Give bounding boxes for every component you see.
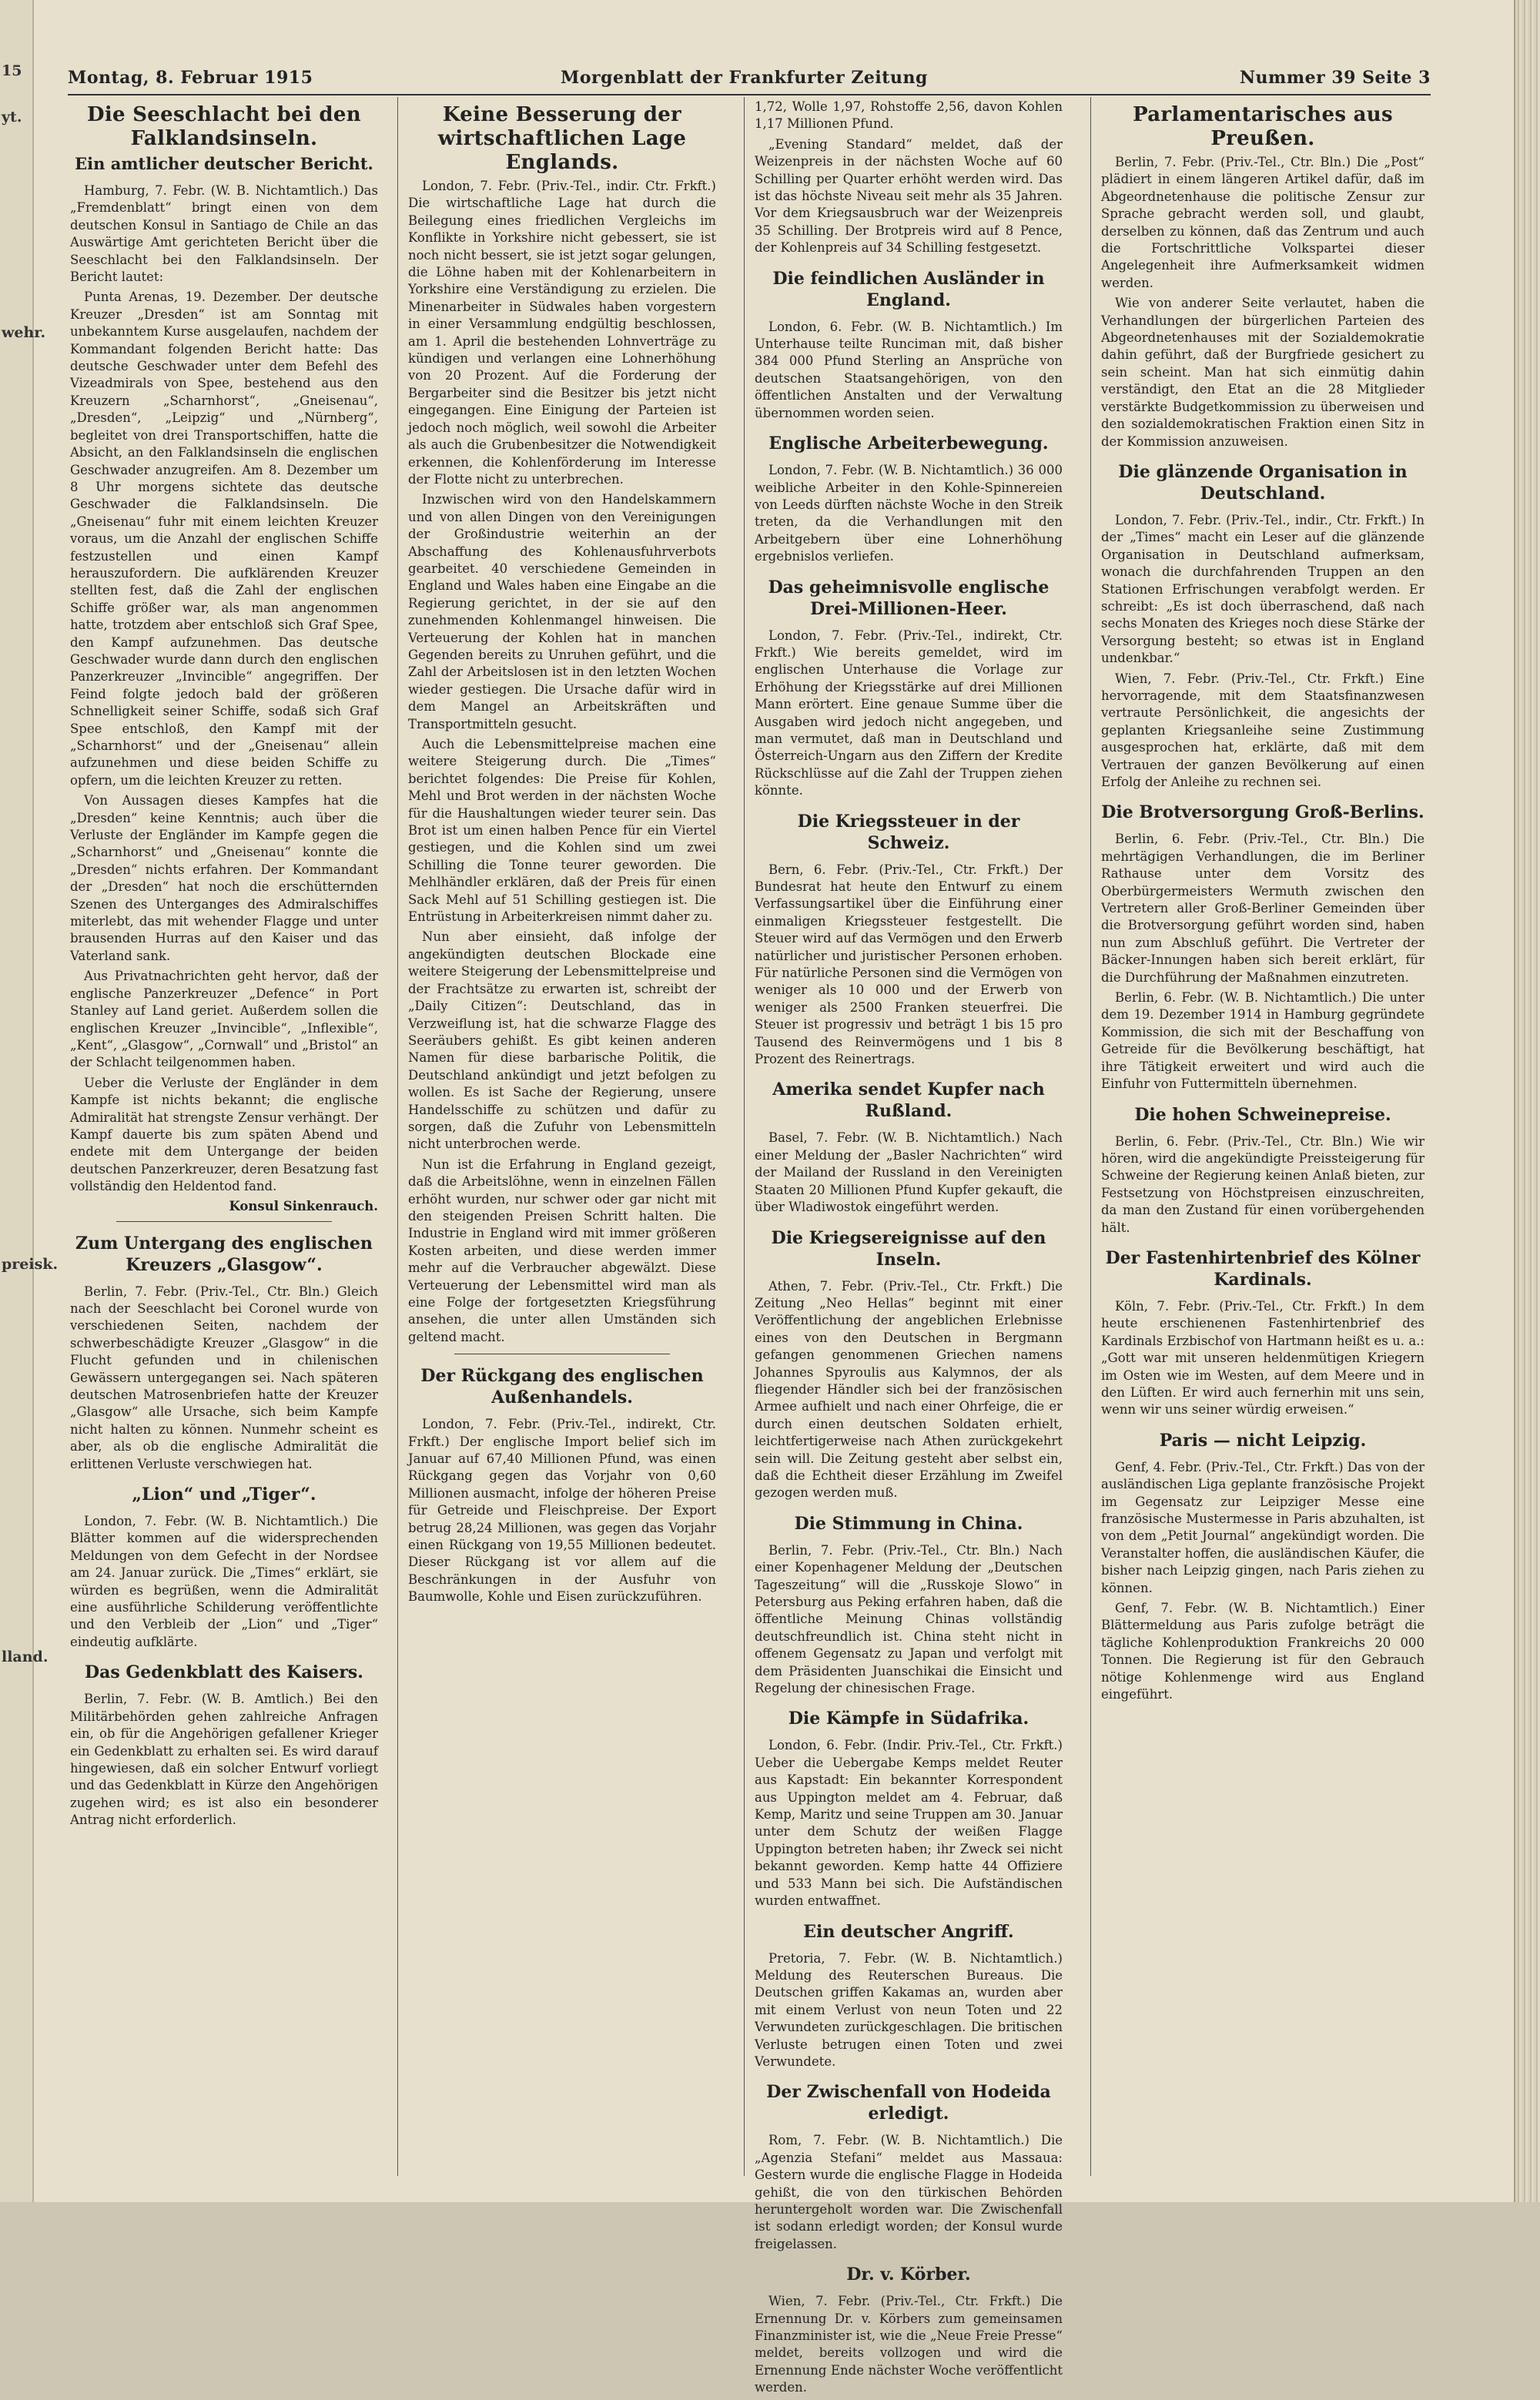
article-paragraph: Köln, 7. Febr. (Priv.-Tel., Ctr. Frkft.) In dem heute erschienenen Fastenhirtenbrief des Kardinals Erzbischof von Hartmann heißt es u. a.: „Gott war mit unseren heldenmütigen Kriegern im Osten wie im Westen, auf dem Meere und in den Lüften. Er wird auch fernerhin mit uns sein, wenn wir uns seiner würdig erweisen.“ [1101,1298,1424,1418]
article-headline: Keine Besserung der wirtschaftlichen Lage Englands. [437,103,687,174]
article-paragraph: Aus Privatnachrichten geht hervor, daß der englische Panzerkreuzer „Defence“ in Port Stanley auf Land geriet. Außerdem sollen die englischen Kreuzer „Invincible“, „Inflexible“, „Kent“, „Glasgow“, „Cornwall“ und „Bristol“ an der Schlacht teilgenommen haben. [70,969,378,1070]
article-paragraph: 1,72, Wolle 1,97, Rohstoffe 2,56, davon Kohlen 1,17 Millionen Pfund. [755,99,1063,132]
article-paragraph: Wien, 7. Febr. (Priv.-Tel., Ctr. Frkft.) Die Ernennung Dr. v. Körbers zum gemeinsamen Finanzminister ist, wie die „Neue Freie Presse“ meldet, bereits vollzogen und wird die Ernennung Ende nächster Woche veröffentlicht werden. [755,2294,1063,2395]
left-fragment: wehr. [2,324,46,341]
article-paragraph: Wien, 7. Febr. (Priv.-Tel., Ctr. Frkft.) Eine hervorragende, mit dem Staatsfinanzwesen vertraute Persönlichkeit, die angesichts der geplanten Kriegsanleihe seine Zustimmung ausgesprochen hat, erklärte, daß mit dem Vertrauen der ganzen Bevölkerung auf einen Erfolg der Anleihe zu rechnen sei. [1101,671,1424,789]
article-paragraph: Hamburg, 7. Febr. (W. B. Nichtamtlich.) Das „Fremdenblatt“ bringt einen von dem deutschen Konsul in Santiago de Chile an das Auswärtige Amt gerichteten Bericht über die Seeschlacht bei den Falklandsinseln. Der Bericht lautet: [70,183,378,285]
article-paragraph: Berlin, 7. Febr. (W. B. Amtlich.) Bei den Militärbehörden gehen zahlreiche Anfragen ein, ob für die Angehörigen gefallener Krieger ein Gedenkblatt zu erhalten sei. Es wird darauf hingewiesen, daß ein solcher Entwurf vorliegt und das Gedenkblatt in Kürze den Angehörigen zugehen wird; es ist also ein besonderer Antrag nicht erforderlich. [70,1692,378,1828]
article-paragraph: „Evening Standard“ meldet, daß der Weizenpreis in der nächsten Woche auf 60 Schilling per Quarter erhöht werden wird. Das ist das höchste Niveau seit mehr als 35 Jahren. Vor dem Kriegsausbruch war der Weizenpreis 35 Schilling. Der Brotpreis wird auf 8 Pence, der Kohlenpreis auf 34 Schilling festgesetzt. [755,136,1063,256]
article-paragraph: Berlin, 6. Febr. (W. B. Nichtamtlich.) Die unter dem 19. Dezember 1914 in Hamburg gegründete Kommission, die sich mit der Beschaffung von Getreide für die Bevölkerung beschäftigt, hat ihre Tätigkeit erweitert und wird auch die Einfuhr von Futtermitteln übernehmen. [1101,990,1424,1092]
article-headline: Die feindlichen Ausländer in England. [772,268,1045,310]
article-paragraph: Nun ist die Erfahrung in England gezeigt, daß die Arbeitslöhne, wenn in einzelnen Fällen erhöht wurden, nur schwer oder gar nicht mit den steigenden Preisen Schritt halten. Die Industrie in England wird mit immer größeren Kosten arbeiten, und diese werden immer mehr auf die Verbraucher abgewälzt. Diese Verteuerung der Lebensmittel wird man als eine Folge der fortgesetzten Kriegsführung ansehen, die unter allen Umständen sich geltend macht. [408,1156,716,1344]
article-paragraph: Athen, 7. Febr. (Priv.-Tel., Ctr. Frkft.) Die Zeitung „Neo Hellas“ beginnt mit einer Veröffentlichung der angeblichen Erlebnisse eines von den Deutschen in Bergmann gefangen genommenen Griechen namens Johannes Spyroulis aus Kalymnos, der als fliegender Händler sich bei der französischen Armee aufhielt und nach einer Ohrfeige, die er durch einen deutschen Soldaten erhielt, leichtfertigerweise nach Athen zurückgekehrt sein will. Die Zeitung gesteht aber selbst ein, daß die Echtheit dieser Erzählung im Zweifel gezogen werden muß. [755,1278,1063,1501]
article-paragraph: Von Aussagen dieses Kampfes hat die „Dresden“ keine Kenntnis; auch über die Verluste der Engländer im Kampfe gegen die „Scharnhorst“ und „Gneisenau“ konnte die „Dresden“ nichts erfahren. Der Kommandant der „Dresden“ hat noch die erschütternden Szenen des Unterganges des Admiralschiffes miterlebt, das mit wehender Flagge und unter brausenden Hurras auf den Kaiser und das Vaterland sank. [70,793,378,963]
column-1 [70,99,378,1833]
column-4 [1101,99,1424,1706]
article-headline: Dr. v. Körber. [846,2264,971,2285]
book-page-edges [1514,0,1540,2202]
left-fragment: lland. [2,1649,49,1665]
article-headline: Ein deutscher Angriff. [803,1921,1014,1942]
article-headline: Die hohen Schweinepreise. [1134,1104,1391,1125]
article-headline: Die Kämpfe in Südafrika. [788,1709,1029,1729]
article-paragraph: London, 6. Febr. (Indir. Priv.-Tel., Ctr. Frkft.) Ueber die Uebergabe Kemps meldet Reuter aus Kapstadt: Ein bekannter Korrespondent aus Uppington meldet am 4. Februar, daß Kemp, Maritz und seine Truppen am 30. Januar unter dem Schutz der weißen Flagge Uppington betreten haben; ihr Zweck sei nicht bekannt geworden. Kemp hatte 44 Offiziere und 533 Mann bei sich. Die Aufständischen wurden entwaffnet. [755,1738,1063,1909]
article-paragraph: Genf, 7. Febr. (W. B. Nichtamtlich.) Einer Blättermeldung aus Paris zufolge beträgt die tägliche Kohlenproduktion Frankreichs 20 000 Tonnen. Die Regierung ist für den Gebrauch nötige Kohlenmenge wird aus England eingeführt. [1101,1601,1424,1702]
header-date: Montag, 8. Februar 1915 [68,68,313,88]
article-paragraph: Berlin, 7. Febr. (Priv.-Tel., Ctr. Bln.) Gleich nach der Seeschlacht bei Coronel wurde von verschiedenen Seiten, nachdem der schwerbeschädigte Kreuzer „Glasgow“ in die Flucht gefunden und in chilenischen Gewässern untergegangen sei. Nach späteren deutschen Matrosenbriefen hatte der Kreuzer „Glasgow“ alle Ursache, sich beim Kampfe nicht halten zu können. Nunmehr scheint es aber, als ob die englische Admiralität die erlittenen Verluste verschwiegen hat. [70,1284,378,1471]
article-paragraph: Nun aber einsieht, daß infolge der angekündigten deutschen Blockade eine weitere Steigerung der Lebensmittelpreise und der Frachtsätze zu erwarten ist, schreibt der „Daily Citizen“: Deutschland, das in Verzweiflung ist, hat die schwarze Flagge des Seeräubers gehißt. Es gibt keinen anderen Namen für diese barbarische Politik, die Deutschland ankündigt und jetzt befolgen zu wollen. Es ist Sache der Regierung, unsere Handelsschiffe zu schützen und dafür zu sorgen, daß die Zufuhr von Lebensmitteln nicht unterbrochen werde. [408,929,716,1152]
article-subheadline: Ein amtlicher deutscher Bericht. [75,154,373,173]
article-paragraph: Wie von anderer Seite verlautet, haben die Verhandlungen der bürgerlichen Parteien des Abgeordnetenhauses mit der Sozialdemokratie dahin geführt, daß der Burgfriede gesichert zu sein scheint. Man hat sich einmütig dahin verständigt, den Etat an die 28 Mitglieder verstärkte Budgetkommission zu überweisen und den sozialdemokratischen Fraktion einen Sitz in der Kommission anzuweisen. [1101,296,1424,449]
article-paragraph: Berlin, 7. Febr. (Priv.-Tel., Ctr. Bln.) Nach einer Kopenhagener Meldung der „Deutschen Tageszeitung“ will die „Russkoje Slowo“ in Petersburg aus Peking erfahren haben, daß die öffentliche Meinung Chinas vollständig deutschfreundlich ist. China steht nicht in offenem Gegensatz zu Japan und verfolgt mit dem Präsidenten Juanschikai die Einsicht und Regelung der chinesischen Frage. [755,1542,1063,1696]
article-headline: Paris — nicht Leipzig. [1159,1430,1367,1451]
article-paragraph: London, 7. Febr. (Priv.-Tel., indirekt, Ctr. Frkft.) Der englische Import belief sich im Januar auf 67,40 Millionen Pfund, was einen Rückgang gegen das Vorjahr von 0,60 Millionen ausmacht, infolge der höheren Preise für Getreide und Fleischpreise. Der Export betrug 28,24 Millionen, was gegen das Vorjahr einen Rückgang von 19,55 Millionen bedeutet. Dieser Rückgang ist vor allem auf die Beschränkungen in der Ausfuhr von Baumwolle, Kohle und Eisen zurückzuführen. [408,1417,716,1605]
article-paragraph: London, 6. Febr. (W. B. Nichtamtlich.) Im Unterhause teilte Runciman mit, daß bisher 384 000 Pfund Sterling an Ansprüche von deutschen Staatsangehörigen, von den öffentlichen Anstalten und der Verwaltung übernommen worden seien. [755,319,1063,420]
article-paragraph: London, 7. Febr. (Priv.-Tel., indirekt, Ctr. Frkft.) Wie bereits gemeldet, wird im englischen Unterhause die Vorlage zur Erhöhung der Kriegsstärke auf drei Millionen Mann erörtert. Eine genaue Summe über die Ausgaben wird jedoch nicht angegeben, und man vermutet, daß man in Deutschland und Österreich-Ungarn aus den Ziffern der Kredite Rückschlüsse auf die Zahl der Truppen ziehen könnte. [755,628,1063,798]
article-headline: Das Gedenkblatt des Kaisers. [85,1662,363,1683]
article-paragraph: Berlin, 7. Febr. (Priv.-Tel., Ctr. Bln.) Die „Post“ plädiert in einem längeren Artikel dafür, daß im Abgeordnetenhause die politische Zensur zur Sprache gebracht werden soll, und glaubt, derselben zu können, daß das Zentrum und auch die Fortschrittliche Volkspartei dieser Angelegenheit ihre Aufmerksamkeit widmen werden. [1101,155,1424,290]
left-fragment: yt. [2,109,22,126]
header-issue-number: Nummer 39 Seite 3 [1239,68,1431,88]
article-headline: Die Seeschlacht bei den Falklandsinseln. [87,103,361,150]
column-rule [397,97,398,2176]
article-paragraph: Genf, 4. Febr. (Priv.-Tel., Ctr. Frkft.) Das von der ausländischen Liga geplante französische Projekt im Gegensatz zur Leipziger Messe eine französische Mustermesse in Paris abzuhalten, ist von dem „Petit Journal“ angekündigt worden. Die Veranstalter hoffen, die ausländischen Käufer, die bisher nach Leipzig gingen, nach Paris ziehen zu können. [1101,1459,1424,1595]
article-headline: Zum Untergang des englischen Kreuzers „Glasgow“. [75,1233,373,1275]
article-headline: Der Zwischenfall von Hodeida erledigt. [766,2082,1051,2124]
article-headline: Die Kriegssteuer in der Schweiz. [797,811,1020,853]
column-rule [1090,97,1091,2176]
adjacent-page-edge [0,0,59,2202]
article-paragraph: London, 7. Febr. (W. B. Nichtamtlich.) Die Blätter kommen auf die widersprechenden Meldungen von dem Gefecht in der Nordsee am 24. Januar zurück. Die „Times“ erklärt, sie würden es begrüßen, wenn die Admiralität eine ausführliche Schilderung veröffentlichte und den Verbleib der „Lion“ und „Tiger“ eindeutig aufklärte. [70,1514,378,1649]
article-paragraph: Auch die Lebensmittelpreise machen eine weitere Steigerung durch. Die „Times“ berichtet folgendes: Die Preise für Kohlen, Mehl und Brot werden in der nächsten Woche für die Haushaltungen wieder teurer sein. Das Brot ist um einen halben Pence für ein Viertel gestiegen, und die Kohlen sind um zwei Schilling die Tonne teurer geworden. Die Mehlhändler erklären, daß der Preis für einen Sack Mehl auf 51 Schilling gestiegen ist. Die Entrüstung in Arbeiterkreisen nimmt daher zu. [408,737,716,925]
article-headline: Die Brotversorgung Groß-Berlins. [1101,802,1424,823]
left-fragment: 15 [2,62,22,79]
column-rule [744,97,745,2176]
column-2 [408,99,716,1609]
article-headline: Englische Arbeiterbewegung. [768,433,1049,454]
header-paper-title: Morgenblatt der Frankfurter Zeitung [561,68,928,88]
article-paragraph: Punta Arenas, 19. Dezember. Der deutsche Kreuzer „Dresden“ ist am Sonntag mit unbekanntem Kurse ausgelaufen, nachdem der Kommandant folgenden Bericht hatte: Das deutsche Geschwader unter dem Befehl des Vizeadmirals von Spee, bestehend aus den Kreuzern „Scharnhorst“, „Gneisenau“, „Dresden“, „Leipzig“ und „Nürnberg“, begleitet von drei Transportschiffen, hatte die Absicht, an den Falklandsinseln die englischen Geschwader anzugreifen. Am 8. Dezember um 8 Uhr morgens sichtete das deutsche Geschwader die Falklandsinseln. Die „Gneisenau“ fuhr mit einem leichten Kreuzer voraus, um die Anzahl der englischen Schiffe festzustellen und einen Kampf herauszufordern. Die aufklärenden Kreuzer stellten fest, daß die Zahl der englischen Schiffe größer war, als man angenommen hatte, trotzdem aber entschloß sich Graf Spee, den Kampf aufzunehmen. Das deutsche Geschwader wurde dann durch den englischen Panzerkreuzer „Invincible“ angegriffen. Der Feind folgte jedoch bald der größeren Schnelligkeit seiner Schiffe, sodaß sich Graf Spee entschloß, den Kampf mit der „Scharnhorst“ und der „Gneisenau“ allein aufzunehmen und diese beiden Schiffe zu opfern, um die leichten Kreuzer zu retten. [70,290,378,788]
article-paragraph: Ueber die Verluste der Engländer in dem Kampfe ist nichts bekannt; die englische Admiralität hat strengste Zensur verhängt. Der Kampf dauerte bis zum späten Abend und endete mit dem Untergange der beiden deutschen Panzerkreuzer, deren Besatzung fast vollständig den Heldentod fand. [70,1075,378,1194]
article-headline: Das geheimnisvolle englische Drei-Millionen-Heer. [768,577,1050,619]
page-header [68,65,1431,95]
article-signature: Konsul Sinkenrauch. [229,1198,378,1213]
article-paragraph: London, 7. Febr. (Priv.-Tel., indir. Ctr. Frkft.) Die wirtschaftliche Lage hat durch die Beilegung eines friedlichen Vergleichs im Konflikte in Yorkshire nicht gebessert, sie ist noch nicht bessert, sie ist jetzt sogar gelungen, die Löhne haben mit der Kohlenarbeitern in Yorkshire eine Verständigung zu erzielen. Die Minenarbeiter in Südwales haben vorgestern in einer Versammlung endgültig beschlossen, am 1. April die bestehenden Lohnverträge zu kündigen und verlangen eine Lohnerhöhung von 20 Prozent. Auf die Forderung der Bergarbeiter sind die Besitzer bis jetzt nicht eingegangen. Eine Einigung der Parteien ist jedoch noch möglich, weil sowohl die Arbeiter als auch die Grubenbesitzer die Notwendigkeit erkennen, die Kohlenförderung im Interesse der Flotte nicht zu unterbrechen. [408,179,716,487]
article-paragraph: Basel, 7. Febr. (W. B. Nichtamtlich.) Nach einer Meldung der „Basler Nachrichten“ wird der Mailand der Russland in den Vereinigten Staaten 20 Millionen Pfund Kupfer gekauft, die über Wladiwostok eingeführt werden. [755,1130,1063,1215]
article-paragraph: Pretoria, 7. Febr. (W. B. Nichtamtlich.) Meldung des Reuterschen Bureaus. Die Deutschen griffen Kakamas an, wurden aber mit einem Verlust von neun Toten und 22 Verwundeten zurückgeschlagen. Die britischen Verluste betrugen einen Toten und zwei Verwundete. [755,1950,1063,2069]
article-paragraph: London, 7. Febr. (Priv.-Tel., indir., Ctr. Frkft.) In der „Times“ macht ein Leser auf die glänzende Organisation in Deutschland aufmerksam, wonach die durchfahrenden Truppen an den Stationen Erfrischungen verabfolgt werden. Er schreibt: „Es ist doch überraschend, daß nach sechs Monaten des Krieges noch diese Stärke der Versorgung besteht; so etwas ist in England undenkbar.“ [1101,512,1424,666]
article-paragraph: Rom, 7. Febr. (W. B. Nichtamtlich.) Die „Agenzia Stefani“ meldet aus Massaua: Gestern wurde die englische Flagge in Hodeida gehißt, die von den türkischen Behörden heruntergeholt worden war. Die Zwischenfall ist sodann erledigt worden; der Konsul wurde freigelassen. [755,2133,1063,2251]
article-headline: Die Stimmung in China. [794,1513,1023,1534]
article-headline: Der Rückgang des englischen Außenhandels. [420,1366,704,1408]
left-fragment: preisk. [2,1256,59,1273]
column-3 [755,99,1063,2400]
article-headline: Die glänzende Organisation in Deutschland. [1118,461,1408,504]
divider [116,1221,332,1222]
article-headline: Die Kriegsereignisse auf den Inseln. [771,1227,1046,1270]
article-paragraph: Inzwischen wird von den Handelskammern und von allen Dingen von den Vereinigungen der Großindustrie weiterhin an der Abschaffung des Kohlenausfuhrverbots gearbeitet. 40 verschiedene Gemeinden in England und Wales haben eine Eingabe an die Regierung gerichtet, in der sie auf den zunehmenden Kohlenmangel hinweisen. Die Verteuerung der Kohlen hat in manchen Gegenden bereits zu Unruhen geführt, und die Zahl der Arbeitslosen ist in den letzten Wochen wieder gestiegen. Die Ursache dafür wird in dem Mangel an Arbeitskräften und Transportmitteln gesucht. [408,492,716,731]
article-paragraph: London, 7. Febr. (W. B. Nichtamtlich.) 36 000 weibliche Arbeiter in den Kohle-Spinnereien von Leeds dürften nächste Woche in den Streik treten, da die Verhandlungen mit den Arbeitgebern über eine Lohnerhöhung ergebnislos verliefen. [755,463,1063,564]
article-headline: Der Fastenhirtenbrief des Kölner Kardinals. [1105,1247,1421,1290]
article-headline: Amerika sendet Kupfer nach Rußland. [772,1079,1045,1122]
article-headline: „Lion“ und „Tiger“. [132,1485,316,1505]
article-paragraph: Berlin, 6. Febr. (Priv.-Tel., Ctr. Bln.) Wie wir hören, wird die angekündigte Preissteigerung für Schweine der Regierung keinen Anlaß bieten, zur Festsetzung von Höchstpreisen einzuschreiten, da man den Zustand für einen vorübergehenden hält. [1101,1133,1424,1235]
article-headline: Parlamentarisches aus Preußen. [1133,103,1393,150]
article-paragraph: Berlin, 6. Febr. (Priv.-Tel., Ctr. Bln.) Die mehrtägigen Verhandlungen, die im Berliner Rathause unter dem Vorsitz des Oberbürgermeisters Wermuth zwischen den Vertretern aller Groß-Berliner Gemeinden über die Brotversorgung geführt worden sind, haben nun zum Abschluß geführt. Die Vertreter der Bäcker-Innungen haben sich bereit erklärt, für die Durchführung der Maßnahmen einzutreten. [1101,832,1424,985]
article-paragraph: Bern, 6. Febr. (Priv.-Tel., Ctr. Frkft.) Der Bundesrat hat heute den Entwurf zu einem Verfassungsartikel über die Einführung einer einmaligen Kriegssteuer festgestellt. Die Steuer wird auf das Vermögen und den Erwerb natürlicher und juristischer Personen erhoben. Für natürliche Personen sind die Vermögen von weniger als 10 000 und der Erwerb von weniger als 2500 Franken steuerfrei. Die Steuer ist progressiv und beträgt 1 bis 15 pro Tausend des Reinvermögens und 1 bis 8 Prozent des Reinertrags. [755,862,1063,1067]
